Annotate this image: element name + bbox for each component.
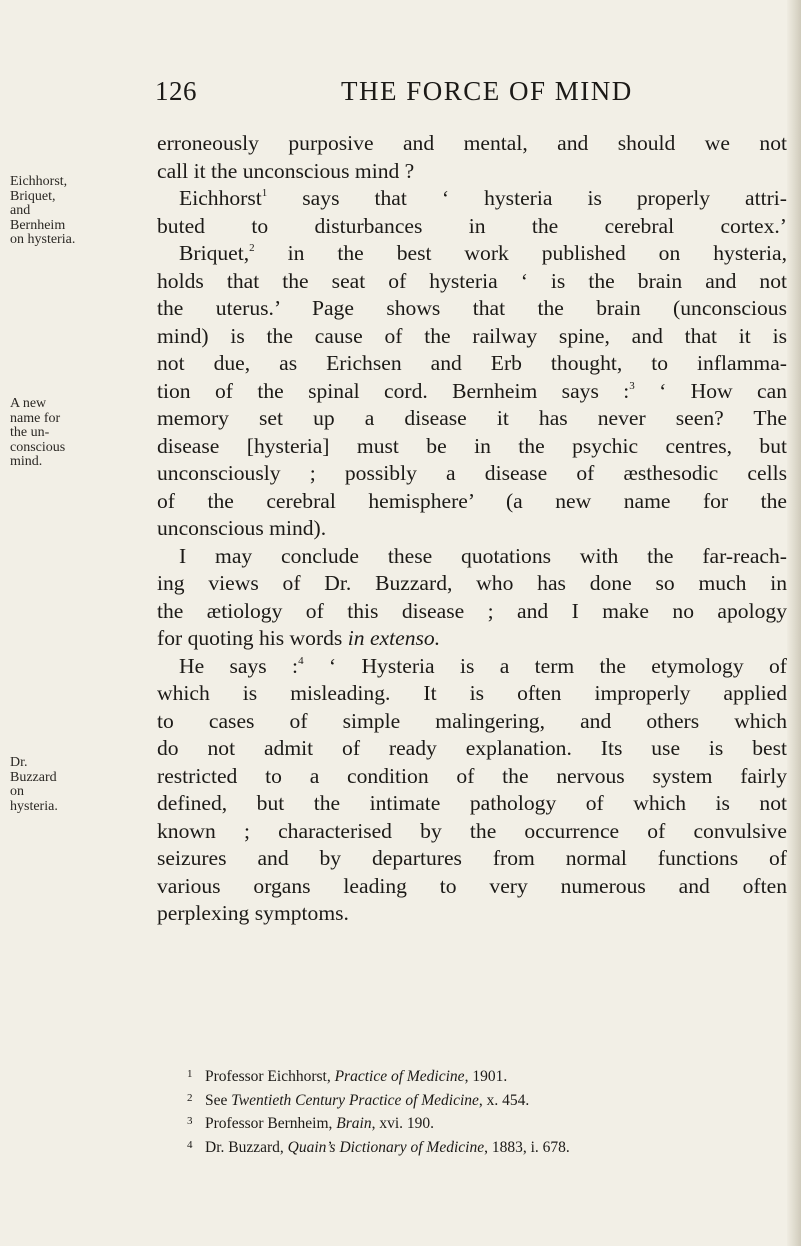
text-line: to cases of simple malingering, and others which (157, 708, 787, 733)
page-edge-shadow (787, 0, 801, 1246)
body-text (157, 130, 787, 928)
text-line: He says :$^4$ ‘ Hysteria is a term the etymology of (179, 653, 787, 678)
text-line: ing views of Dr. Buzzard, who has done so much in (157, 571, 787, 595)
footnote: 2 See Twentieth Century Practice of Medicine, x. 454. (187, 1091, 530, 1109)
text-line: restricted to a condition of the nervous system fairly (157, 763, 787, 788)
text-line: of the cerebral hemisphere’ (a new name for the (157, 488, 787, 513)
page-number: 126 (155, 76, 197, 106)
text-line: Eichhorst$^1$ says that ‘ hysteria is properly attri- (179, 186, 787, 210)
text-line: defined, but the intimate pathology of which is not (157, 791, 787, 815)
text-line: buted to disturbances in the cerebral cortex.’ (157, 213, 787, 238)
footnote: 1 Professor Eichhorst, Practice of Medicine, 1901. (187, 1068, 508, 1085)
text-line: the uterus.’ Page shows that the brain (unconscious (157, 296, 787, 320)
note-ref: 1 (261, 187, 268, 199)
text-line: mind) is the cause of the railway spine, and that it is (157, 323, 787, 348)
text-line: known ; characterised by the occurrence of convulsive (157, 818, 787, 843)
text-line: various organs leading to very numerous and often (157, 873, 787, 898)
margin-note-buzzard: Dr. Buzzard on hysteria. (10, 755, 58, 814)
note-ref: 3 (629, 379, 635, 392)
text-line: for quoting his words in extenso. (157, 626, 441, 650)
text-line: call it the unconscious mind ? (157, 158, 415, 183)
text-line: memory set up a disease it has never seen? The (157, 406, 787, 430)
footnotes (187, 1064, 787, 1158)
text-line: unconsciously ; possibly a disease of æsthesodic cells (157, 461, 787, 485)
note-ref: 4 (298, 654, 304, 667)
text-line: Briquet,$^2$ in the best work published on hysteria, (179, 241, 787, 265)
text-line: which is misleading. It is often improperly applied (157, 681, 787, 705)
text-line: do not admit of ready explanation. Its use is best (157, 736, 787, 760)
text-line: the ætiology of this disease ; and I make no apology (157, 598, 787, 623)
text-line: tion of the spinal cord. Bernheim says :$^3$ ‘ How can (157, 378, 787, 403)
text-line: not due, as Erichsen and Erb thought, to inflamma- (157, 351, 787, 375)
text-line: erroneously purposive and mental, and should we not (157, 131, 787, 155)
footnote: 3 Professor Bernheim, Brain, xvi. 190. (187, 1115, 435, 1132)
text-line: disease [hysteria] must be in the psychic centres, but (157, 433, 787, 458)
note-ref: 2 (249, 242, 255, 254)
text-line: unconscious mind). (157, 516, 327, 540)
text-line: I may conclude these quotations with the far-reach- (179, 543, 787, 568)
text-line: seizures and by departures from normal functions of (157, 846, 787, 870)
text-line: holds that the seat of hysteria ‘ is the brain and not (157, 268, 787, 293)
text-line: perplexing symptoms. (157, 901, 349, 925)
margin-note-eichhorst: Eichhorst, Briquet, and Bernheim on hysteria. (10, 174, 76, 247)
running-title: THE FORCE OF MIND (341, 76, 633, 106)
margin-note-new-name: A new name for the un- conscious mind. (10, 396, 66, 469)
italic-phrase: in extenso. (347, 626, 441, 650)
footnote: 4 Dr. Buzzard, Quain’s Dictionary of Medicine, 1883, i. 678. (187, 1138, 570, 1156)
